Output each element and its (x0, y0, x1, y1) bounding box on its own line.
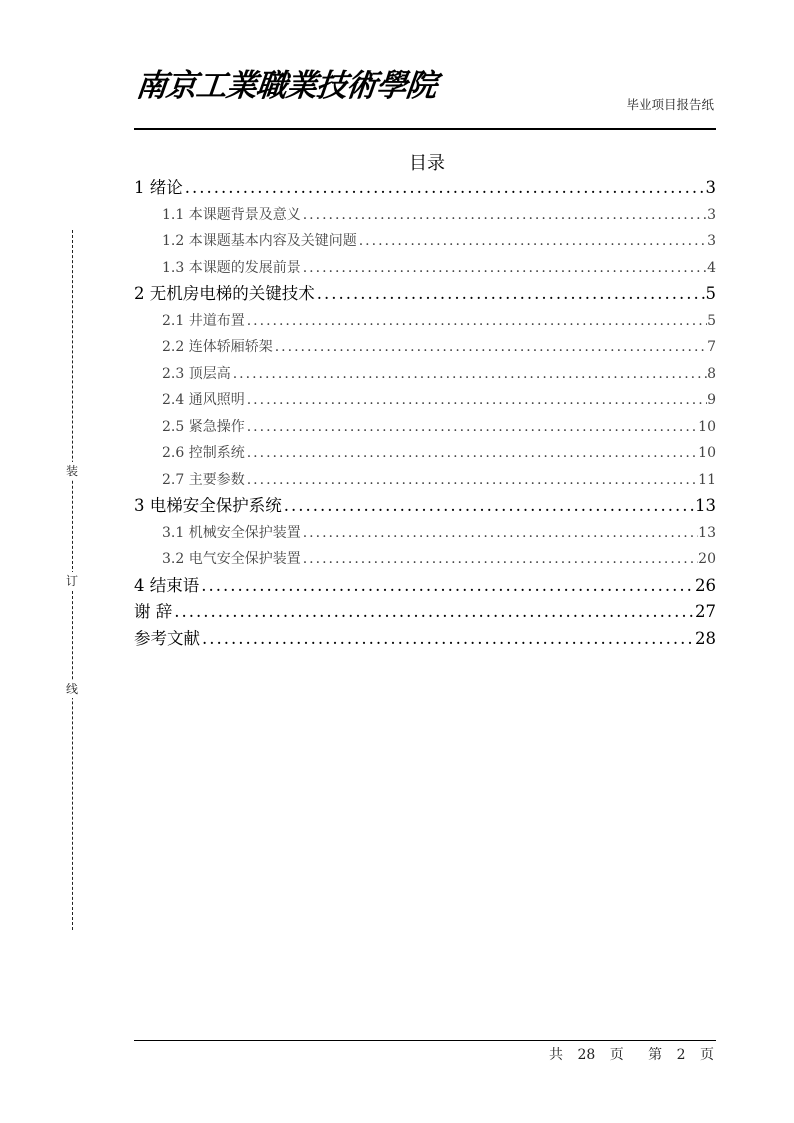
toc-entry[interactable] (134, 440, 716, 467)
toc-leader-dots (200, 626, 695, 653)
toc-entry-label: 3.2 电气安全保护装置 (162, 551, 301, 567)
toc-entry[interactable] (134, 546, 716, 573)
toc-entry-page: 10 (698, 418, 716, 435)
toc-entry[interactable] (134, 467, 716, 494)
toc-entry-page: 5 (707, 312, 716, 329)
toc-entry[interactable] (134, 361, 716, 388)
toc-leader-dots (245, 414, 698, 441)
toc-entry-label: 1.3 本课题的发展前景 (162, 259, 301, 276)
toc-leader-dots (183, 175, 706, 202)
binding-char-ding: 订 (62, 572, 82, 590)
footer-current-page: 2 (676, 1047, 686, 1063)
toc-entry-label: 2.6 控制系统 (162, 445, 245, 461)
toc-leader-dots (282, 493, 695, 520)
toc-entry[interactable] (134, 228, 716, 255)
toc-entry[interactable] (134, 573, 716, 600)
toc-entry[interactable] (134, 202, 716, 229)
toc-leader-dots (301, 546, 698, 573)
toc-leader-dots (357, 228, 707, 255)
footer-total-pages: 28 (577, 1047, 596, 1063)
toc-entry-page: 11 (698, 471, 716, 488)
footer-total-label: 共 (548, 1047, 563, 1063)
footer-page-unit-1: 页 (609, 1047, 624, 1063)
footer-page-unit-2: 页 (700, 1047, 714, 1063)
binding-char-zhuang: 装 (62, 462, 82, 480)
toc-entry-page: 3 (707, 206, 716, 223)
toc-leader-dots (273, 334, 707, 361)
toc-entry-page: 10 (698, 445, 716, 461)
toc-title: 目录 (409, 153, 445, 174)
toc-entry-label: 3.1 机械安全保护装置 (162, 524, 301, 541)
toc-entry-label: 2.5 紧急操作 (162, 418, 245, 435)
toc-entry-page: 4 (707, 259, 716, 276)
toc-entry[interactable] (134, 334, 716, 361)
table-of-contents (134, 175, 716, 652)
toc-entry[interactable] (134, 281, 716, 308)
toc-entry-page: 8 (707, 365, 716, 382)
toc-leader-dots (301, 520, 698, 547)
toc-leader-dots (301, 255, 707, 282)
toc-entry[interactable] (134, 255, 716, 282)
toc-entry-label: 1.2 本课题基本内容及关键问题 (162, 233, 357, 249)
toc-leader-dots (245, 440, 698, 467)
toc-leader-dots (245, 387, 707, 414)
toc-entry-page: 28 (695, 628, 716, 648)
toc-leader-dots (231, 361, 707, 388)
footer-rule (134, 1040, 716, 1041)
toc-entry-label: 参考文献 (134, 628, 200, 648)
toc-entry-label: 2.2 连体轿厢轿架 (162, 339, 273, 355)
toc-leader-dots (315, 281, 706, 308)
toc-leader-dots (245, 308, 707, 335)
toc-entry[interactable] (134, 626, 716, 653)
toc-entry[interactable] (134, 387, 716, 414)
toc-entry-page: 3 (705, 178, 716, 197)
toc-entry-label: 1.1 本课题背景及意义 (162, 206, 301, 223)
toc-entry-label: 谢 辞 (134, 602, 173, 621)
header-rule (134, 128, 716, 130)
toc-entry-label: 3 电梯安全保护系统 (134, 496, 282, 515)
toc-entry-label: 2.3 顶层高 (162, 365, 231, 382)
toc-entry-page: 26 (695, 575, 716, 595)
toc-entry[interactable] (134, 493, 716, 520)
toc-entry-page: 13 (698, 524, 716, 541)
toc-entry-label: 2.1 井道布置 (162, 312, 245, 329)
toc-entry[interactable] (134, 175, 716, 202)
binding-char-xian: 线 (62, 680, 82, 698)
toc-leader-dots (301, 202, 707, 229)
toc-leader-dots (245, 467, 698, 494)
toc-entry-page: 9 (707, 392, 716, 408)
toc-entry[interactable] (134, 599, 716, 626)
toc-entry[interactable] (134, 520, 716, 547)
toc-entry-label: 2.7 主要参数 (162, 471, 245, 488)
toc-leader-dots (199, 573, 695, 600)
toc-entry-label: 1 绪论 (134, 178, 183, 197)
toc-entry-label: 2 无机房电梯的关键技术 (134, 284, 315, 303)
footer-current-label: 第 (648, 1047, 663, 1063)
toc-entry-page: 5 (705, 284, 716, 303)
toc-entry-page: 13 (695, 496, 716, 515)
toc-entry-page: 7 (707, 339, 716, 355)
toc-entry-label: 2.4 通风照明 (162, 392, 245, 408)
page-footer (545, 1044, 714, 1064)
school-logo: 南京工業職業技術學院 (134, 68, 438, 104)
toc-entry-page: 3 (707, 233, 716, 249)
toc-entry-page: 27 (695, 602, 716, 621)
toc-entry-label: 4 结束语 (134, 575, 200, 595)
toc-leader-dots (172, 599, 695, 626)
toc-entry-page: 20 (698, 551, 716, 567)
report-paper-subtitle: 毕业项目报告纸 (626, 97, 714, 112)
toc-entry[interactable] (134, 414, 716, 441)
toc-entry[interactable] (134, 308, 716, 335)
